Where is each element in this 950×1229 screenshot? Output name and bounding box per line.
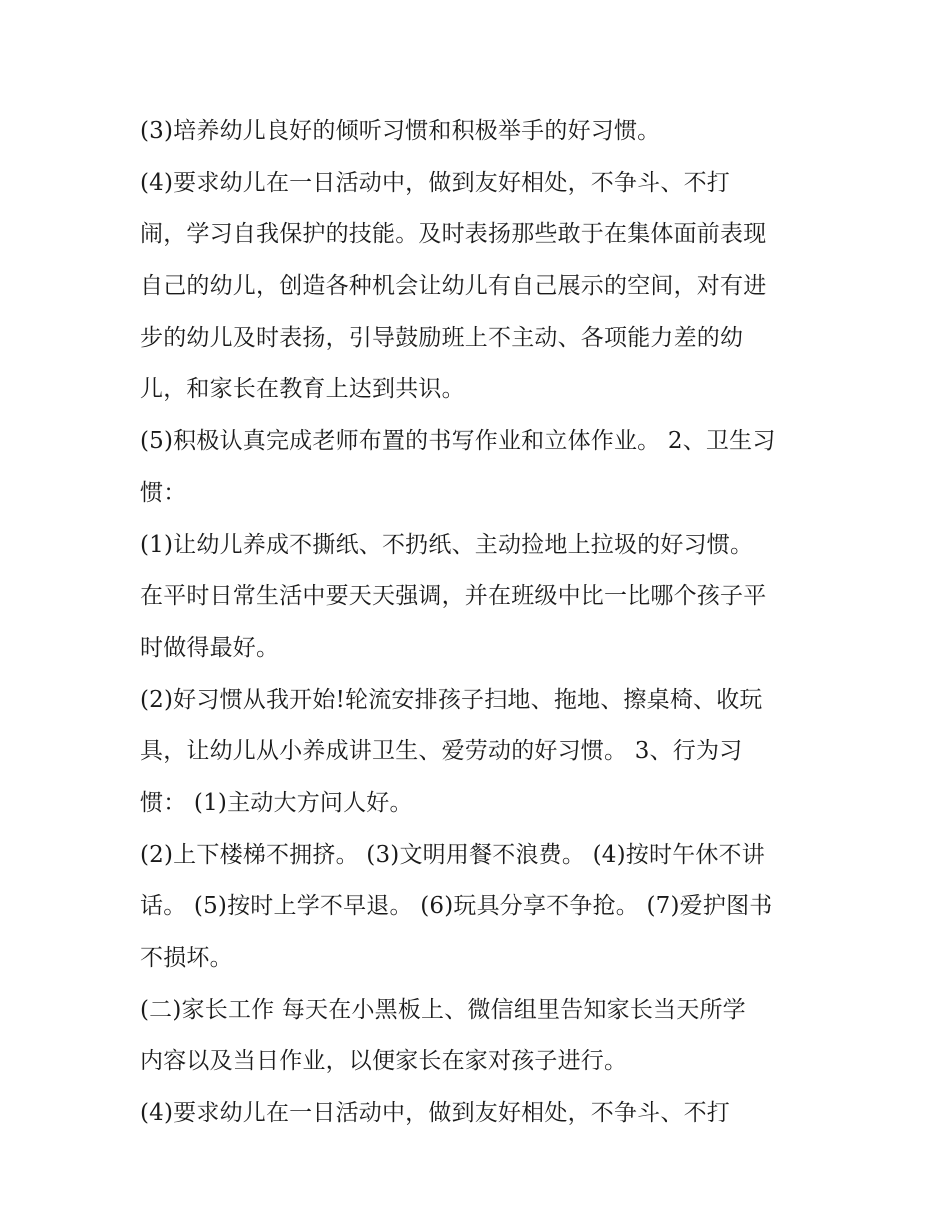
text-line: (4)要求幼儿在一日活动中，做到友好相处，不争斗、不打 [140, 1100, 730, 1127]
text-line: (2)上下楼梯不拥挤。 (3)文明用餐不浪费。 (4)按时午休不讲 [140, 841, 765, 868]
text-line: (3)培养幼儿良好的倾听习惯和积极举手的好习惯。 [140, 118, 661, 144]
text-line: (4)要求幼儿在一日活动中，做到友好相处，不争斗、不打 [140, 169, 730, 196]
text-line: 内容以及当日作业，以便家长在家对孩子进行。 [140, 1048, 628, 1075]
text-line: 步的幼儿及时表扬，引导鼓励班上不主动、各项能力差的幼 [140, 324, 744, 351]
text-line: 自己的幼儿，创造各种机会让幼儿有自己展示的空间，对有进 [140, 273, 767, 300]
text-line: 话。 (5)按时上学不早退。 (6)玩具分享不争抢。 (7)爱护图书 [140, 893, 773, 920]
text-line: 惯： [140, 479, 187, 506]
document-body [140, 106, 820, 1140]
text-line: 在平时日常生活中要天天强调，并在班级中比一比哪个孩子平 [140, 583, 767, 610]
text-line: (2)好习惯从我开始!轮流安排孩子扫地、拖地、擦桌椅、收玩 [140, 686, 763, 713]
text-line: 闹，学习自我保护的技能。及时表扬那些敢于在集体面前表现 [140, 221, 767, 248]
text-line: 具，让幼儿从小养成讲卫生、爱劳动的好习惯。 3、行为习 [140, 738, 743, 765]
text-line: 惯： (1)主动大方问人好。 [140, 789, 413, 816]
text-line: (二)家长工作 每天在小黑板上、微信组里告知家长当天所学 [140, 996, 746, 1023]
text-line: 不损坏。 [140, 945, 233, 971]
text-line: 时做得最好。 [140, 634, 280, 661]
text-line: (1)让幼儿养成不撕纸、不扔纸、主动捡地上拉圾的好习惯。 [140, 531, 754, 558]
text-line: (5)积极认真完成老师布置的书写作业和立体作业。 2、卫生习 [140, 428, 776, 455]
text-line: 儿，和家长在教育上达到共识。 [140, 376, 465, 403]
